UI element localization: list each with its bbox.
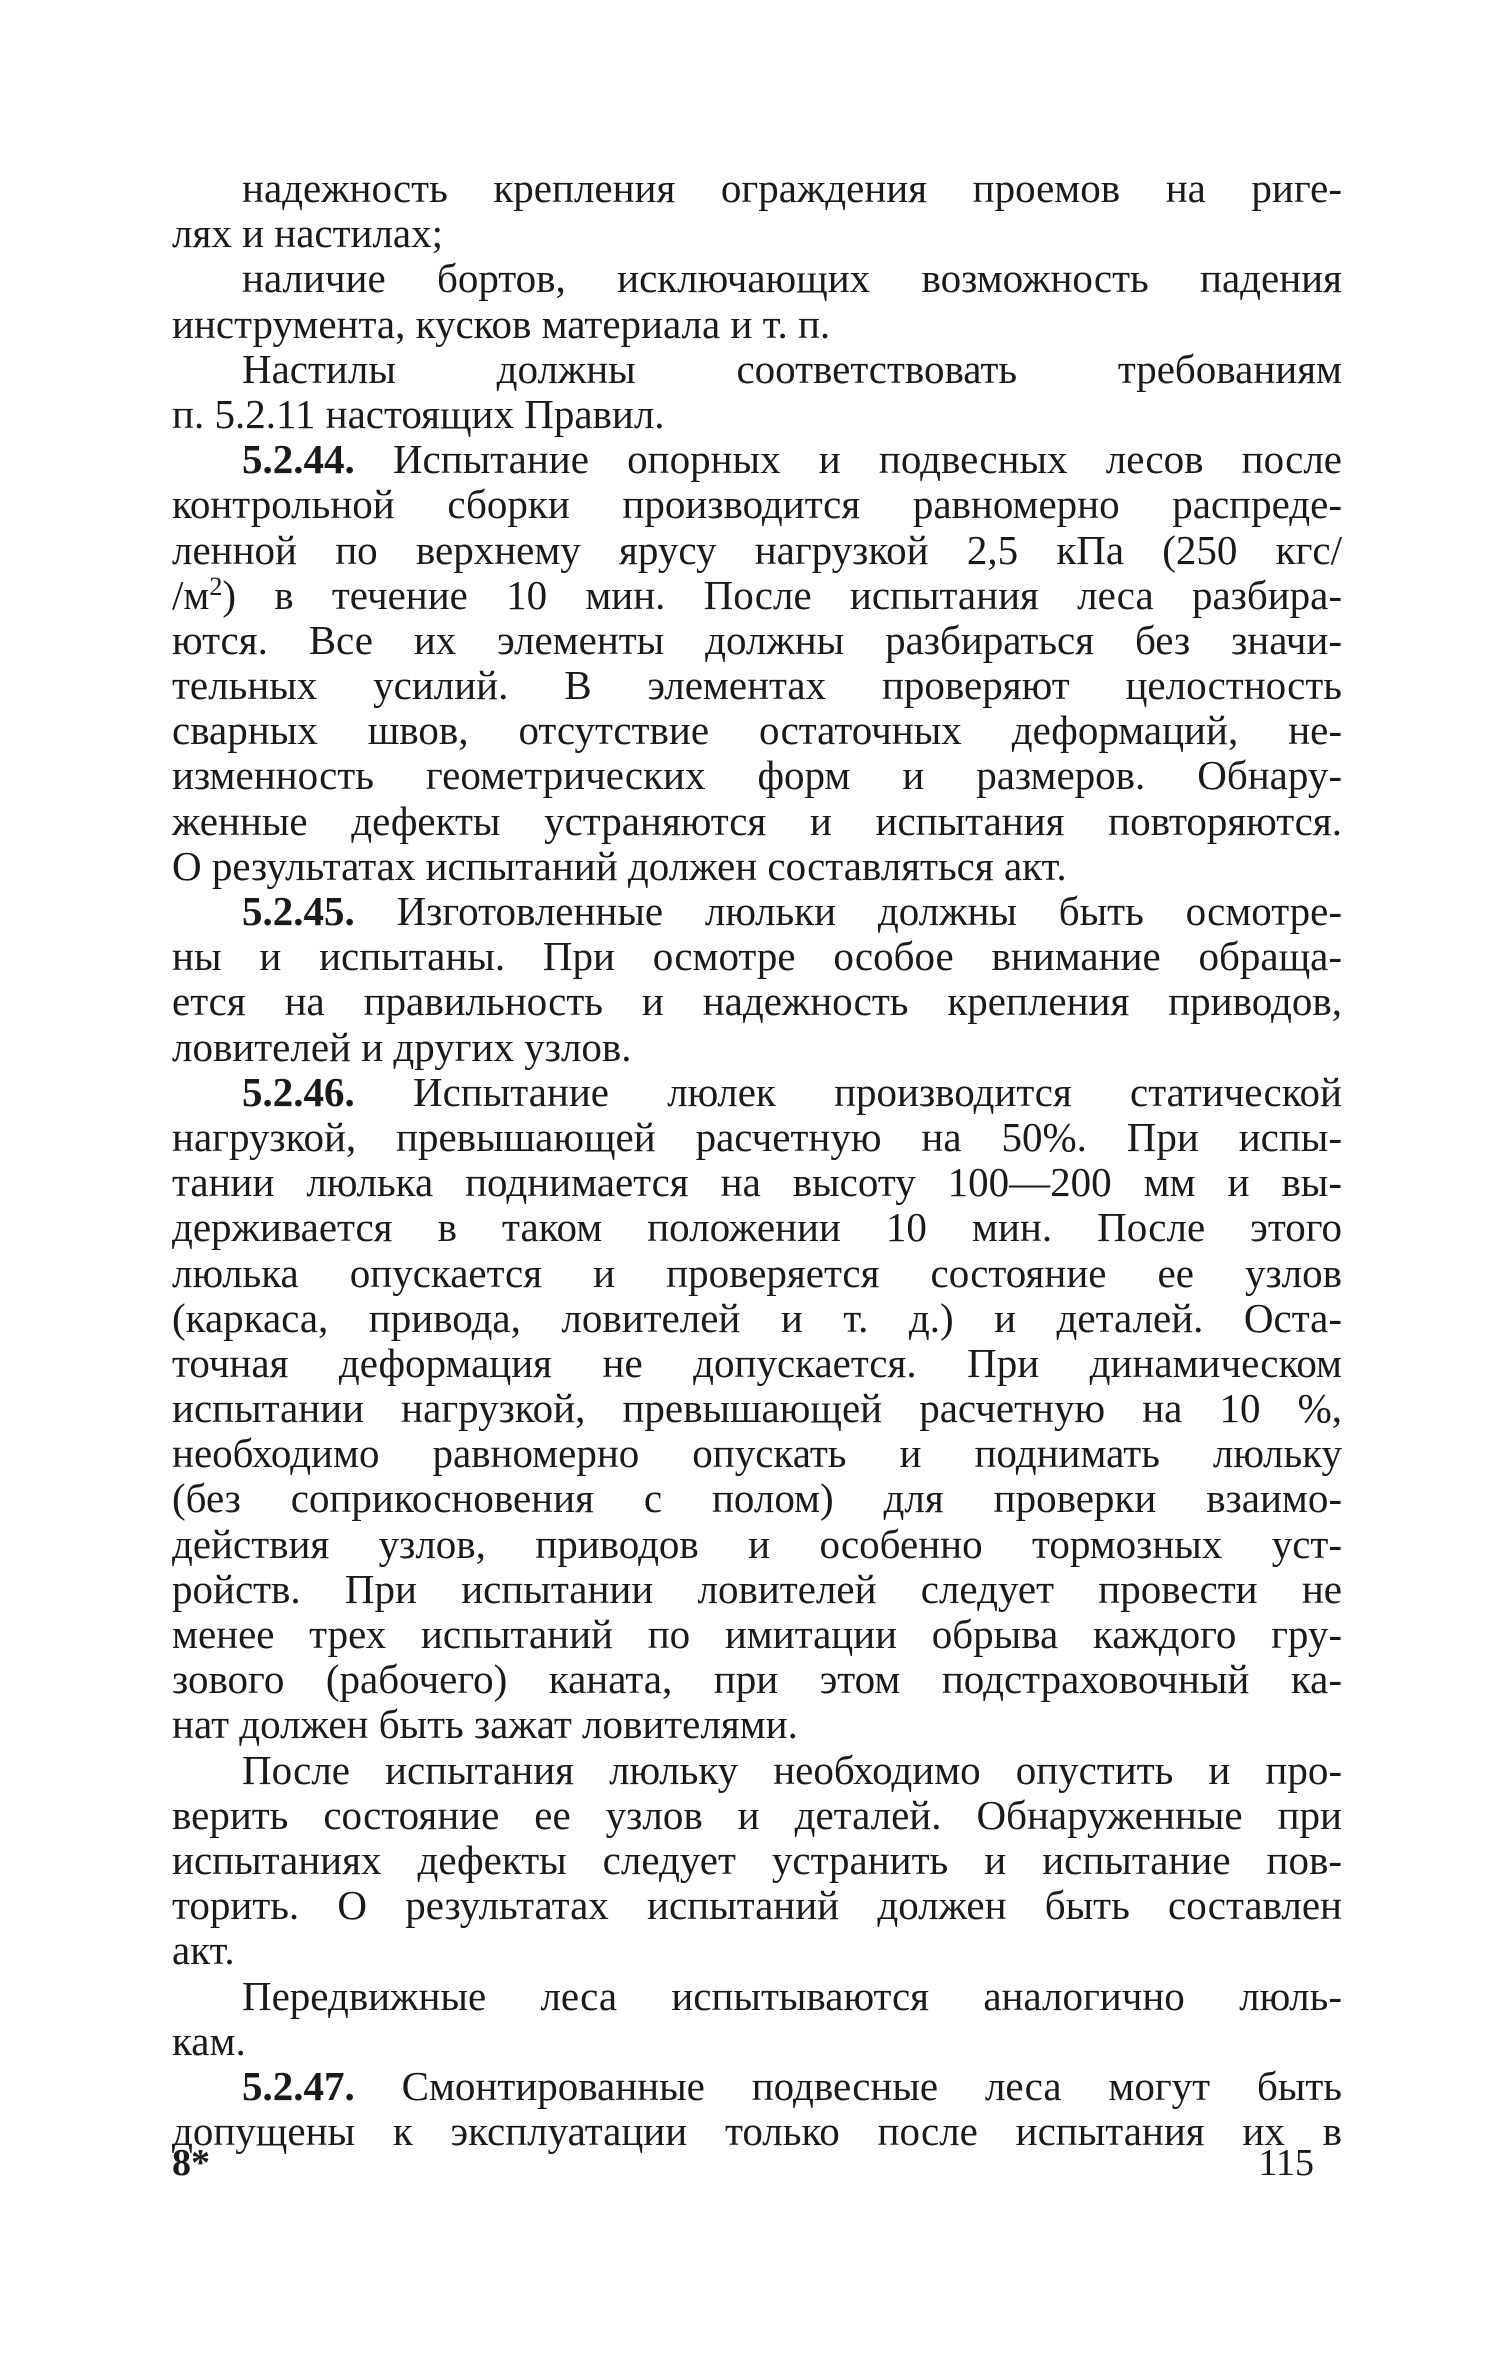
text-line <box>172 799 1342 844</box>
line-text: нат должен быть зажат ловителями. <box>172 1701 798 1748</box>
text-line <box>172 256 1342 301</box>
page-footer <box>172 2138 1342 2188</box>
section-number: 5.2.46. <box>242 1068 355 1115</box>
text-line <box>172 1974 1342 2019</box>
text-line <box>172 1251 1342 1296</box>
text-line <box>172 1793 1342 1838</box>
text-line <box>172 1748 1342 1793</box>
section-number: 5.2.44. <box>242 436 355 483</box>
line-text: нагрузкой, превышающей расчетную на 50%. При испы- <box>172 1113 1342 1160</box>
text-line <box>172 1928 1342 1973</box>
line-text: Испытание опорных и подвесных лесов после <box>354 436 1342 483</box>
line-text: точная деформация не допускается. При динамическом <box>172 1339 1342 1386</box>
line-text: После испытания люльку необходимо опустить и про- <box>242 1746 1342 1793</box>
line-text: тельных усилий. В элементах проверяют целостность <box>172 662 1342 709</box>
text-line <box>172 302 1342 347</box>
text-line <box>172 437 1342 482</box>
text-line <box>172 1702 1342 1747</box>
line-text: тании люлька поднимается на высоту 100—200 мм и вы- <box>172 1159 1342 1206</box>
text-line <box>172 1838 1342 1883</box>
line-text: менее трех испытаний по имитации обрыва каждого гру- <box>172 1611 1342 1657</box>
line-text: О результатах испытаний должен составляться акт. <box>172 842 1067 889</box>
text-line <box>172 708 1342 753</box>
line-text: Изготовленные люльки должны быть осмотре- <box>354 888 1342 934</box>
text-line <box>172 889 1342 934</box>
text-line <box>172 1612 1342 1657</box>
line-text: Настилы должны соответствовать требованиям <box>242 345 1342 392</box>
text-line <box>172 1431 1342 1476</box>
line-text: кам. <box>172 2017 246 2064</box>
line-text: сварных швов, отсутствие остаточных деформаций, не- <box>172 707 1342 754</box>
text-line <box>172 753 1342 798</box>
line-text: торить. О результатах испытаний должен быть составлен <box>172 1882 1342 1929</box>
line-text: ловителей и других узлов. <box>172 1023 632 1070</box>
text-line <box>172 347 1342 392</box>
line-text: Передвижные леса испытываются аналогично люль- <box>242 1972 1342 2019</box>
text-line <box>172 1115 1342 1160</box>
text-line <box>172 1070 1342 1115</box>
line-text: инструмента, кусков материала и т. п. <box>172 300 831 347</box>
text-line <box>172 166 1342 211</box>
line-text: Испытание люлек производится статической <box>354 1068 1342 1115</box>
line-text: зового (рабочего) каната, при этом подстраховочный ка- <box>172 1656 1342 1703</box>
text-line <box>172 482 1342 527</box>
text-line <box>172 663 1342 708</box>
signature-mark: 8* <box>172 2142 210 2184</box>
text-line <box>172 1160 1342 1205</box>
text-line <box>172 2064 1342 2109</box>
line-text: ройств. При испытании ловителей следует провести не <box>172 1565 1342 1612</box>
line-text: ленной по верхнему ярусу нагрузкой 2,5 кПа (250 кгс/ <box>172 526 1342 573</box>
line-text: ) в течение 10 мин. После испытания леса разбира- <box>222 571 1342 618</box>
text-line <box>172 1025 1342 1070</box>
line-text: люлька опускается и проверяется состояние ее узлов <box>172 1249 1342 1296</box>
line-text: надежность крепления ограждения проемов на риге- <box>242 165 1342 211</box>
page-number: 115 <box>1258 2142 1314 2184</box>
line-text: контрольной сборки производится равномерно распреде- <box>172 481 1342 528</box>
text-line <box>172 1296 1342 1341</box>
text-line <box>172 392 1342 437</box>
text-line <box>172 2019 1342 2064</box>
line-text: изменность геометрических форм и размеров. Обнару- <box>172 752 1342 799</box>
line-text: акт. <box>172 1927 235 1974</box>
text-line <box>172 1341 1342 1386</box>
text-line <box>172 934 1342 979</box>
text-line <box>172 844 1342 889</box>
text-line <box>172 1386 1342 1431</box>
line-text: верить состояние ее узлов и деталей. Обнаруженные при <box>172 1791 1342 1838</box>
text-line <box>172 979 1342 1024</box>
line-text: лях и настилах; <box>172 210 444 257</box>
text-line <box>172 1883 1342 1928</box>
line-text: (каркаса, привода, ловителей и т. д.) и деталей. Оста- <box>172 1294 1342 1341</box>
line-text: действия узлов, приводов и особенно тормозных уст- <box>172 1520 1342 1567</box>
text-line <box>172 573 1342 618</box>
text-line <box>172 1657 1342 1702</box>
line-text: ется на правильность и надежность крепления приводов, <box>172 978 1342 1025</box>
line-text: п. 5.2.11 настоящих Правил. <box>172 390 665 437</box>
text-line <box>172 1476 1342 1521</box>
superscript: 2 <box>209 571 223 601</box>
line-text: необходимо равномерно опускать и поднимать люльку <box>172 1430 1342 1477</box>
line-text: испытаниях дефекты следует устранить и испытание пов- <box>172 1836 1342 1883</box>
line-text: ются. Все их элементы должны разбираться без значи- <box>172 616 1342 663</box>
line-text: держивается в таком положении 10 мин. После этого <box>172 1204 1342 1251</box>
text-line <box>172 1205 1342 1250</box>
line-text: /м <box>172 571 210 618</box>
text-line <box>172 618 1342 663</box>
text-line <box>172 528 1342 573</box>
page-body <box>172 166 1342 2154</box>
line-text: наличие бортов, исключающих возможность падения <box>242 255 1342 302</box>
line-text: (без соприкосновения с полом) для проверки взаимо- <box>172 1475 1342 1522</box>
text-line <box>172 1522 1342 1567</box>
line-text: женные дефекты устраняются и испытания повторяются. <box>172 797 1342 844</box>
line-text: допущены к эксплуатации только после испытания их в <box>172 2108 1342 2155</box>
line-text: испытании нагрузкой, превышающей расчетную на 10 %, <box>172 1385 1342 1432</box>
line-text: ны и испытаны. При осмотре особое внимание обраща- <box>172 933 1342 980</box>
section-number: 5.2.47. <box>242 2062 355 2109</box>
line-text: Смонтированные подвесные леса могут быть <box>354 2062 1342 2109</box>
text-line <box>172 211 1342 256</box>
text-line <box>172 1567 1342 1612</box>
section-number: 5.2.45. <box>242 888 355 934</box>
